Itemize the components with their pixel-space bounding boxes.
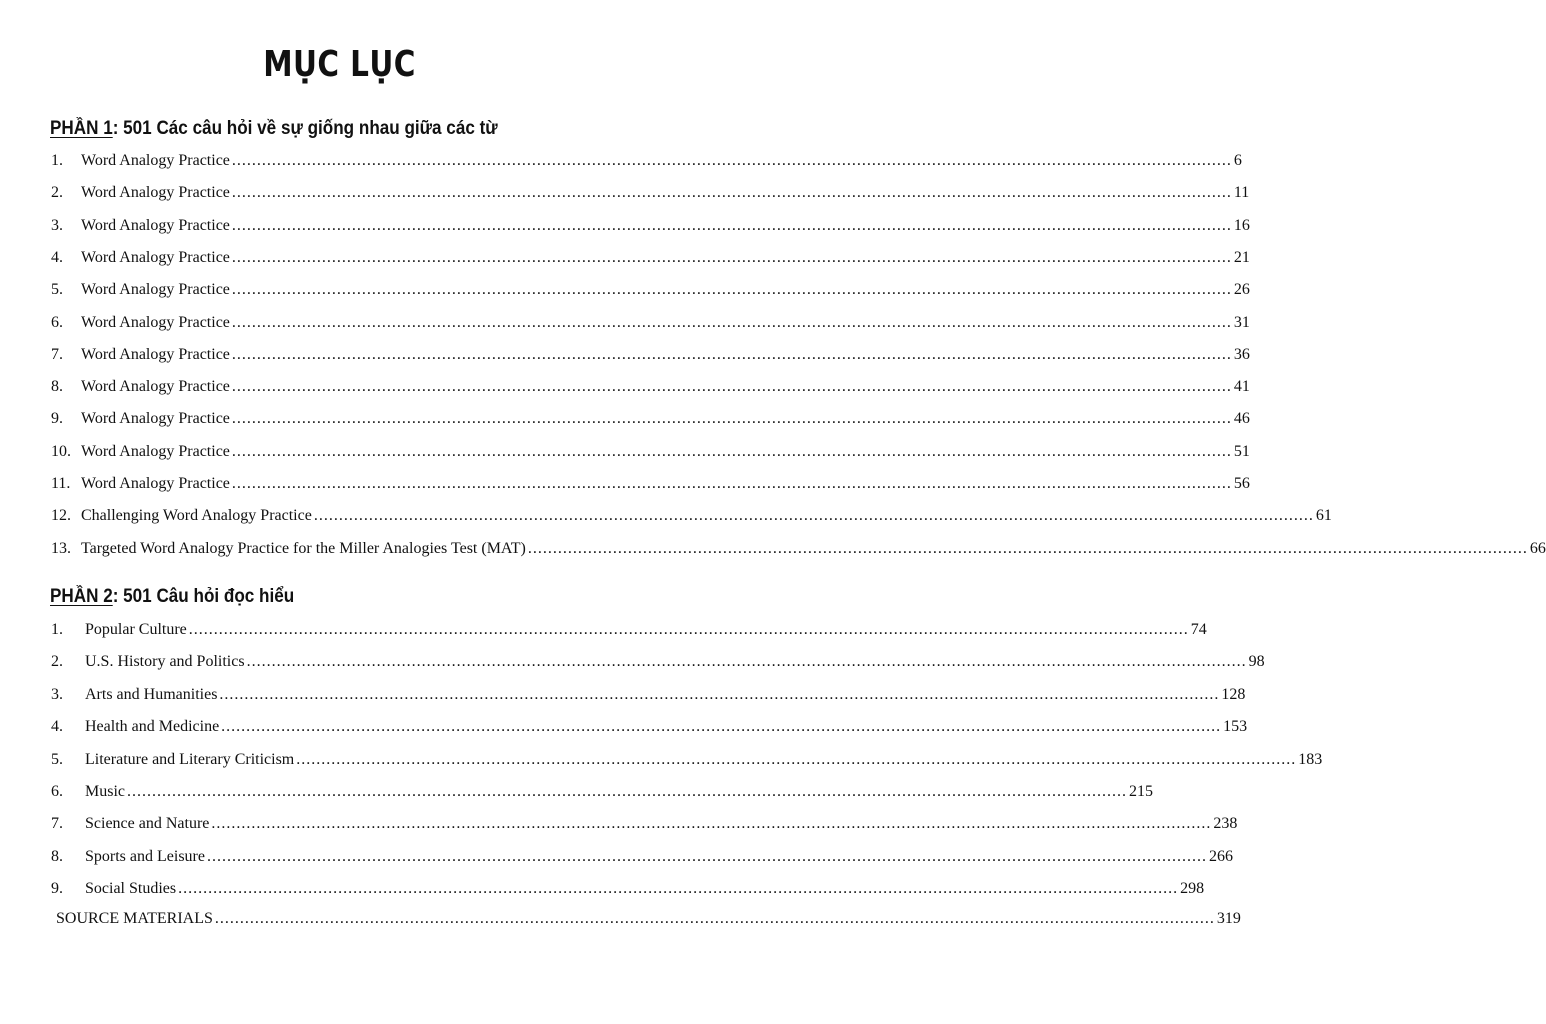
toc-entry-label: Word Analogy Practice <box>81 345 230 363</box>
toc-entry-number: 5. <box>51 281 63 299</box>
toc-entry[interactable] <box>51 877 1205 901</box>
toc-entry-page: 183 <box>1298 750 1323 768</box>
toc-entry-number: 9. <box>51 410 63 428</box>
toc-entry-number: 3. <box>51 685 63 703</box>
toc-entry-number: 1. <box>51 621 63 638</box>
toc-entry[interactable] <box>51 214 1250 238</box>
toc-entry[interactable] <box>51 343 1250 367</box>
toc-entry[interactable] <box>51 715 1248 739</box>
toc-entry[interactable] <box>51 278 1250 302</box>
toc-entry-label: SOURCE MATERIALS <box>56 910 213 927</box>
toc-entry-label: Word Analogy Practice <box>81 152 230 169</box>
toc-entry-number: 6. <box>51 783 63 800</box>
dot-leader: ........................................................................................................................................................................................................ <box>231 216 1232 234</box>
dot-leader: ........................................................................................................................................................................................................ <box>231 345 1232 363</box>
dot-leader: ........................................................................................................................................................................................................ <box>219 685 1220 703</box>
toc-entry[interactable] <box>51 845 1233 869</box>
toc-entry-page: 16 <box>1233 216 1250 234</box>
toc-entry-label: Challenging Word Analogy Practice <box>81 507 312 525</box>
dot-leader: ........................................................................................................................................................................................................ <box>527 539 1528 557</box>
toc-entry-label: Science and Nature <box>85 815 210 833</box>
toc-entry-label: Targeted Word Analogy Practice for the Miller Analogies Test (MAT) <box>81 539 526 557</box>
toc-entry-label: Arts and Humanities <box>85 685 218 703</box>
toc-entry-page: 51 <box>1233 442 1250 460</box>
toc-entry-number: 9. <box>51 880 63 898</box>
dot-leader: ........................................................................................................................................................................................................ <box>206 847 1207 865</box>
toc-entry-label: Word Analogy Practice <box>81 475 230 492</box>
dot-leader: ........................................................................................................................................................................................................ <box>214 910 1215 927</box>
toc-entry-number: 3. <box>51 216 63 234</box>
dot-leader: ........................................................................................................................................................................................................ <box>178 880 1179 898</box>
toc-entry-label: Word Analogy Practice <box>81 281 230 299</box>
toc-entry[interactable] <box>51 812 1238 836</box>
toc-entry-label: Word Analogy Practice <box>81 184 230 202</box>
toc-entry-label: Social Studies <box>85 880 177 898</box>
toc-entry-page: 36 <box>1233 345 1250 363</box>
toc-entry-page: 298 <box>1180 880 1205 898</box>
toc-entry-label: Music <box>85 783 125 800</box>
toc-entry-number: 4. <box>51 248 63 266</box>
part-2-tag: PHẦN 2 <box>50 586 113 607</box>
part-2-heading <box>50 586 294 608</box>
toc-entry-page: 128 <box>1221 685 1246 703</box>
dot-leader: ........................................................................................................................................................................................................ <box>231 248 1232 266</box>
dot-leader: ........................................................................................................................................................................................................ <box>231 152 1232 169</box>
toc-entry-label: Word Analogy Practice <box>81 216 230 234</box>
dot-leader: ........................................................................................................................................................................................................ <box>231 281 1232 299</box>
toc-entry-page: 21 <box>1233 248 1250 266</box>
toc-entry-page: 46 <box>1233 410 1250 428</box>
dot-leader: ........................................................................................................................................................................................................ <box>231 378 1232 396</box>
toc-entry[interactable] <box>51 618 1207 642</box>
toc-entry[interactable] <box>51 683 1246 707</box>
toc-entry-page: 66 <box>1529 539 1546 557</box>
toc-entry-label: Literature and Literary Criticism <box>85 750 295 768</box>
dot-leader: ........................................................................................................................................................................................................ <box>231 410 1232 428</box>
toc-entry-page: 31 <box>1233 313 1250 331</box>
toc-entry[interactable] <box>51 375 1250 399</box>
dot-leader: ........................................................................................................................................................................................................ <box>211 815 1212 833</box>
toc-entry[interactable] <box>51 311 1250 335</box>
toc-entry-number: 10. <box>51 442 71 460</box>
toc-entry-page: 153 <box>1223 718 1248 736</box>
toc-entry[interactable] <box>51 780 1153 804</box>
dot-leader: ........................................................................................................................................................................................................ <box>188 621 1189 638</box>
toc-entry-label: Word Analogy Practice <box>81 378 230 396</box>
toc-entry[interactable] <box>51 181 1250 205</box>
toc-entry-number: 5. <box>51 750 63 768</box>
toc-entry-number: 2. <box>51 184 63 202</box>
page-title: MỤC LỤC <box>263 44 416 85</box>
dot-leader: ........................................................................................................................................................................................................ <box>127 783 1127 800</box>
toc-entry-page: 26 <box>1233 281 1250 299</box>
toc-entry-number: 8. <box>51 847 63 865</box>
toc-entry-source-materials[interactable] <box>56 907 1241 931</box>
toc-entry-page: 266 <box>1208 847 1233 865</box>
toc-entry[interactable] <box>51 748 1323 772</box>
toc-entry[interactable] <box>51 407 1250 431</box>
toc-entry-label: Word Analogy Practice <box>81 442 230 460</box>
dot-leader: ........................................................................................................................................................................................................ <box>231 442 1232 460</box>
dot-leader: ........................................................................................................................................................................................................ <box>231 184 1232 202</box>
toc-entry-page: 56 <box>1233 475 1250 492</box>
toc-entry-number: 11. <box>51 475 71 492</box>
toc-entry-number: 8. <box>51 378 63 396</box>
part-2-title: : 501 Câu hỏi đọc hiểu <box>112 586 295 607</box>
toc-entry-label: Sports and Leisure <box>85 847 205 865</box>
toc-entry-page: 41 <box>1233 378 1250 396</box>
toc-entry-number: 12. <box>51 507 71 525</box>
toc-entry-number: 7. <box>51 345 63 363</box>
toc-entry-number: 2. <box>51 653 63 671</box>
toc-entry-label: Word Analogy Practice <box>81 410 230 428</box>
toc-entry-page: 11 <box>1233 184 1250 202</box>
dot-leader: ........................................................................................................................................................................................................ <box>231 313 1232 331</box>
part-1-heading <box>50 118 498 140</box>
toc-entry[interactable] <box>51 149 1242 173</box>
dot-leader: ........................................................................................................................................................................................................ <box>221 718 1222 736</box>
dot-leader: ........................................................................................................................................................................................................ <box>313 507 1314 525</box>
toc-entry[interactable] <box>51 472 1250 496</box>
toc-entry-page: 98 <box>1248 653 1265 671</box>
dot-leader: ........................................................................................................................................................................................................ <box>246 653 1247 671</box>
toc-entry[interactable] <box>51 537 1546 561</box>
toc-entry[interactable] <box>51 650 1265 674</box>
toc-entry-number: 13. <box>51 539 71 557</box>
toc-entry-label: Word Analogy Practice <box>81 248 230 266</box>
toc-entry-label: U.S. History and Politics <box>85 653 245 671</box>
part-1-tag: PHẦN 1 <box>50 118 113 139</box>
toc-entry-number: 7. <box>51 815 63 833</box>
toc-entry[interactable] <box>51 246 1250 270</box>
toc-entry-page: 238 <box>1213 815 1238 833</box>
toc-entry-number: 4. <box>51 718 63 736</box>
toc-entry-page: 319 <box>1216 910 1241 927</box>
toc-entry-page: 61 <box>1315 507 1332 525</box>
toc-entry-page: 215 <box>1129 783 1153 800</box>
dot-leader: ........................................................................................................................................................................................................ <box>231 475 1232 492</box>
toc-entry[interactable] <box>51 504 1332 528</box>
dot-leader: ........................................................................................................................................................................................................ <box>296 750 1297 768</box>
toc-entry-number: 6. <box>51 313 63 331</box>
part-1-title: : 501 Các câu hỏi về sự giống nhau giữa các từ <box>112 118 498 139</box>
toc-entry[interactable] <box>51 440 1250 464</box>
toc-entry-number: 1. <box>51 152 63 169</box>
toc-entry-page: 74 <box>1190 621 1207 638</box>
toc-entry-label: Health and Medicine <box>85 718 220 736</box>
toc-entry-label: Word Analogy Practice <box>81 313 230 331</box>
toc-entry-label: Popular Culture <box>85 621 187 638</box>
toc-entry-page: 6 <box>1233 152 1242 169</box>
